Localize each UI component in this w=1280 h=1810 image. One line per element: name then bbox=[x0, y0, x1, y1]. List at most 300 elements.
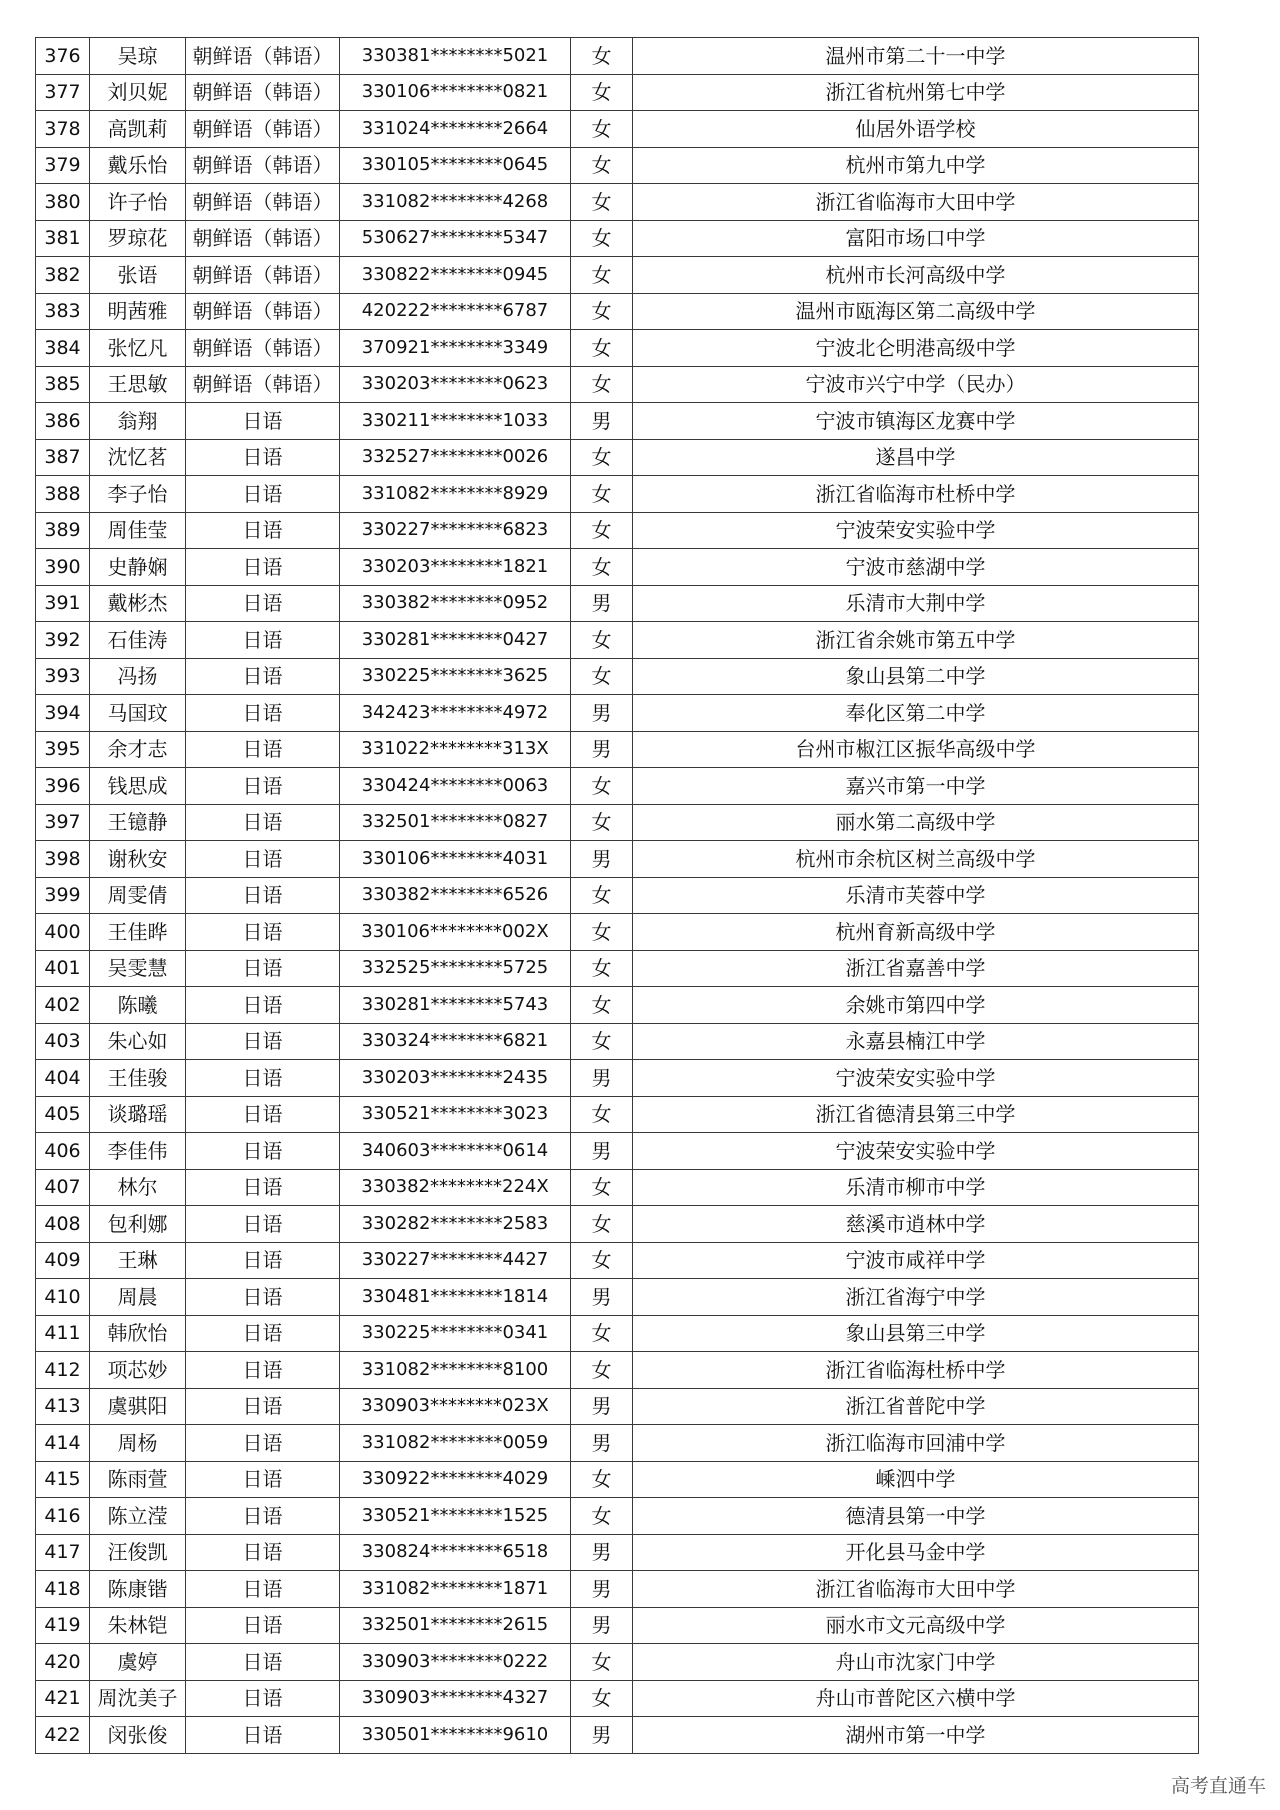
row-number-cell: 406 bbox=[36, 1133, 90, 1170]
row-number-cell: 386 bbox=[36, 403, 90, 440]
language-cell: 日语 bbox=[186, 1644, 340, 1681]
language-cell: 日语 bbox=[186, 1461, 340, 1498]
gender-cell: 女 bbox=[571, 1315, 633, 1352]
id-number-cell: 330382********0952 bbox=[340, 585, 571, 622]
student-name-cell: 周佳莹 bbox=[90, 512, 186, 549]
school-cell: 浙江省海宁中学 bbox=[633, 1279, 1199, 1316]
school-cell: 嘉兴市第一中学 bbox=[633, 768, 1199, 805]
school-cell: 德清县第一中学 bbox=[633, 1498, 1199, 1535]
school-cell: 象山县第二中学 bbox=[633, 658, 1199, 695]
table-row bbox=[36, 1133, 1199, 1170]
student-name-cell: 王镱静 bbox=[90, 804, 186, 841]
language-cell: 日语 bbox=[186, 841, 340, 878]
row-number-cell: 416 bbox=[36, 1498, 90, 1535]
row-number-cell: 412 bbox=[36, 1352, 90, 1389]
gender-cell: 女 bbox=[571, 1498, 633, 1535]
school-cell: 舟山市沈家门中学 bbox=[633, 1644, 1199, 1681]
school-cell: 温州市瓯海区第二高级中学 bbox=[633, 293, 1199, 330]
language-cell: 日语 bbox=[186, 1388, 340, 1425]
gender-cell: 男 bbox=[571, 1534, 633, 1571]
row-number-cell: 380 bbox=[36, 184, 90, 221]
row-number-cell: 413 bbox=[36, 1388, 90, 1425]
gender-cell: 女 bbox=[571, 220, 633, 257]
table-row bbox=[36, 512, 1199, 549]
student-roster-table bbox=[35, 37, 1199, 1754]
language-cell: 日语 bbox=[186, 1717, 340, 1754]
table-row bbox=[36, 585, 1199, 622]
row-number-cell: 400 bbox=[36, 914, 90, 951]
school-cell: 浙江省嘉善中学 bbox=[633, 950, 1199, 987]
table-row bbox=[36, 1279, 1199, 1316]
student-name-cell: 李佳伟 bbox=[90, 1133, 186, 1170]
row-number-cell: 392 bbox=[36, 622, 90, 659]
table-row bbox=[36, 804, 1199, 841]
student-name-cell: 王思敏 bbox=[90, 366, 186, 403]
language-cell: 日语 bbox=[186, 1206, 340, 1243]
gender-cell: 女 bbox=[571, 74, 633, 111]
language-cell: 日语 bbox=[186, 1607, 340, 1644]
school-cell: 乐清市芙蓉中学 bbox=[633, 877, 1199, 914]
student-name-cell: 马国玟 bbox=[90, 695, 186, 732]
gender-cell: 男 bbox=[571, 1133, 633, 1170]
student-name-cell: 周沈美子 bbox=[90, 1680, 186, 1717]
student-name-cell: 谢秋安 bbox=[90, 841, 186, 878]
language-cell: 日语 bbox=[186, 768, 340, 805]
student-name-cell: 明茜雅 bbox=[90, 293, 186, 330]
school-cell: 浙江省临海杜桥中学 bbox=[633, 1352, 1199, 1389]
table-row bbox=[36, 476, 1199, 513]
id-number-cell: 330105********0645 bbox=[340, 147, 571, 184]
school-cell: 富阳市场口中学 bbox=[633, 220, 1199, 257]
row-number-cell: 391 bbox=[36, 585, 90, 622]
table-row bbox=[36, 330, 1199, 367]
language-cell: 日语 bbox=[186, 1060, 340, 1097]
school-cell: 宁波市镇海区龙赛中学 bbox=[633, 403, 1199, 440]
school-cell: 宁波荣安实验中学 bbox=[633, 1060, 1199, 1097]
school-cell: 宁波市兴宁中学（民办） bbox=[633, 366, 1199, 403]
gender-cell: 女 bbox=[571, 366, 633, 403]
table-row bbox=[36, 147, 1199, 184]
table-row bbox=[36, 950, 1199, 987]
language-cell: 日语 bbox=[186, 403, 340, 440]
gender-cell: 女 bbox=[571, 257, 633, 294]
row-number-cell: 401 bbox=[36, 950, 90, 987]
student-name-cell: 陈康锴 bbox=[90, 1571, 186, 1608]
student-name-cell: 张语 bbox=[90, 257, 186, 294]
student-name-cell: 钱思成 bbox=[90, 768, 186, 805]
school-cell: 丽水市文元高级中学 bbox=[633, 1607, 1199, 1644]
table-row bbox=[36, 914, 1199, 951]
table-row bbox=[36, 1169, 1199, 1206]
gender-cell: 女 bbox=[571, 987, 633, 1024]
row-number-cell: 418 bbox=[36, 1571, 90, 1608]
row-number-cell: 388 bbox=[36, 476, 90, 513]
table-row bbox=[36, 1607, 1199, 1644]
student-name-cell: 王佳晔 bbox=[90, 914, 186, 951]
id-number-cell: 331082********8100 bbox=[340, 1352, 571, 1389]
student-name-cell: 陈立滢 bbox=[90, 1498, 186, 1535]
id-number-cell: 330203********1821 bbox=[340, 549, 571, 586]
id-number-cell: 331082********1871 bbox=[340, 1571, 571, 1608]
student-name-cell: 高凯莉 bbox=[90, 111, 186, 148]
table-row bbox=[36, 1680, 1199, 1717]
id-number-cell: 330501********9610 bbox=[340, 1717, 571, 1754]
school-cell: 杭州市第九中学 bbox=[633, 147, 1199, 184]
id-number-cell: 330106********0821 bbox=[340, 74, 571, 111]
id-number-cell: 330381********5021 bbox=[340, 38, 571, 75]
school-cell: 浙江省临海市大田中学 bbox=[633, 1571, 1199, 1608]
id-number-cell: 340603********0614 bbox=[340, 1133, 571, 1170]
gender-cell: 男 bbox=[571, 731, 633, 768]
id-number-cell: 420222********6787 bbox=[340, 293, 571, 330]
row-number-cell: 417 bbox=[36, 1534, 90, 1571]
student-name-cell: 罗琼花 bbox=[90, 220, 186, 257]
language-cell: 日语 bbox=[186, 439, 340, 476]
language-cell: 日语 bbox=[186, 476, 340, 513]
language-cell: 日语 bbox=[186, 1169, 340, 1206]
gender-cell: 女 bbox=[571, 622, 633, 659]
student-name-cell: 周杨 bbox=[90, 1425, 186, 1462]
table-row bbox=[36, 366, 1199, 403]
id-number-cell: 530627********5347 bbox=[340, 220, 571, 257]
language-cell: 日语 bbox=[186, 585, 340, 622]
id-number-cell: 330481********1814 bbox=[340, 1279, 571, 1316]
id-number-cell: 330106********4031 bbox=[340, 841, 571, 878]
language-cell: 日语 bbox=[186, 622, 340, 659]
id-number-cell: 330382********224X bbox=[340, 1169, 571, 1206]
student-name-cell: 戴乐怡 bbox=[90, 147, 186, 184]
row-number-cell: 378 bbox=[36, 111, 90, 148]
id-number-cell: 330903********023X bbox=[340, 1388, 571, 1425]
language-cell: 日语 bbox=[186, 1242, 340, 1279]
row-number-cell: 398 bbox=[36, 841, 90, 878]
row-number-cell: 405 bbox=[36, 1096, 90, 1133]
school-cell: 宁波荣安实验中学 bbox=[633, 512, 1199, 549]
row-number-cell: 387 bbox=[36, 439, 90, 476]
table-row bbox=[36, 841, 1199, 878]
row-number-cell: 411 bbox=[36, 1315, 90, 1352]
language-cell: 朝鲜语（韩语） bbox=[186, 330, 340, 367]
gender-cell: 女 bbox=[571, 768, 633, 805]
table-row bbox=[36, 439, 1199, 476]
language-cell: 朝鲜语（韩语） bbox=[186, 257, 340, 294]
school-cell: 慈溪市逍林中学 bbox=[633, 1206, 1199, 1243]
school-cell: 浙江省临海市大田中学 bbox=[633, 184, 1199, 221]
school-cell: 浙江省普陀中学 bbox=[633, 1388, 1199, 1425]
language-cell: 日语 bbox=[186, 549, 340, 586]
gender-cell: 男 bbox=[571, 403, 633, 440]
school-cell: 乐清市柳市中学 bbox=[633, 1169, 1199, 1206]
table-row bbox=[36, 403, 1199, 440]
student-name-cell: 石佳涛 bbox=[90, 622, 186, 659]
gender-cell: 女 bbox=[571, 184, 633, 221]
school-cell: 永嘉县楠江中学 bbox=[633, 1023, 1199, 1060]
gender-cell: 男 bbox=[571, 1425, 633, 1462]
table-row bbox=[36, 1242, 1199, 1279]
school-cell: 余姚市第四中学 bbox=[633, 987, 1199, 1024]
language-cell: 日语 bbox=[186, 1279, 340, 1316]
id-number-cell: 330922********4029 bbox=[340, 1461, 571, 1498]
student-name-cell: 王琳 bbox=[90, 1242, 186, 1279]
table-row bbox=[36, 1060, 1199, 1097]
school-cell: 仙居外语学校 bbox=[633, 111, 1199, 148]
gender-cell: 女 bbox=[571, 111, 633, 148]
school-cell: 宁波北仑明港高级中学 bbox=[633, 330, 1199, 367]
student-name-cell: 冯扬 bbox=[90, 658, 186, 695]
table-row bbox=[36, 1388, 1199, 1425]
language-cell: 日语 bbox=[186, 1571, 340, 1608]
student-name-cell: 王佳骏 bbox=[90, 1060, 186, 1097]
student-name-cell: 史静娴 bbox=[90, 549, 186, 586]
row-number-cell: 407 bbox=[36, 1169, 90, 1206]
row-number-cell: 409 bbox=[36, 1242, 90, 1279]
language-cell: 日语 bbox=[186, 1352, 340, 1389]
student-name-cell: 虞骐阳 bbox=[90, 1388, 186, 1425]
language-cell: 日语 bbox=[186, 987, 340, 1024]
id-number-cell: 332501********0827 bbox=[340, 804, 571, 841]
student-name-cell: 林尔 bbox=[90, 1169, 186, 1206]
student-name-cell: 包利娜 bbox=[90, 1206, 186, 1243]
table-row bbox=[36, 622, 1199, 659]
student-name-cell: 周晨 bbox=[90, 1279, 186, 1316]
language-cell: 朝鲜语（韩语） bbox=[186, 38, 340, 75]
gender-cell: 男 bbox=[571, 1388, 633, 1425]
id-number-cell: 330424********0063 bbox=[340, 768, 571, 805]
gender-cell: 男 bbox=[571, 1279, 633, 1316]
language-cell: 朝鲜语（韩语） bbox=[186, 111, 340, 148]
language-cell: 日语 bbox=[186, 1534, 340, 1571]
id-number-cell: 330227********6823 bbox=[340, 512, 571, 549]
id-number-cell: 330824********6518 bbox=[340, 1534, 571, 1571]
student-name-cell: 韩欣怡 bbox=[90, 1315, 186, 1352]
language-cell: 朝鲜语（韩语） bbox=[186, 366, 340, 403]
language-cell: 朝鲜语（韩语） bbox=[186, 147, 340, 184]
row-number-cell: 389 bbox=[36, 512, 90, 549]
gender-cell: 女 bbox=[571, 1023, 633, 1060]
student-name-cell: 戴彬杰 bbox=[90, 585, 186, 622]
table-row bbox=[36, 220, 1199, 257]
school-cell: 杭州市长河高级中学 bbox=[633, 257, 1199, 294]
student-name-cell: 谈璐瑶 bbox=[90, 1096, 186, 1133]
table-row bbox=[36, 1206, 1199, 1243]
gender-cell: 女 bbox=[571, 1680, 633, 1717]
school-cell: 宁波荣安实验中学 bbox=[633, 1133, 1199, 1170]
row-number-cell: 394 bbox=[36, 695, 90, 732]
row-number-cell: 410 bbox=[36, 1279, 90, 1316]
school-cell: 宁波市慈湖中学 bbox=[633, 549, 1199, 586]
gender-cell: 女 bbox=[571, 512, 633, 549]
row-number-cell: 421 bbox=[36, 1680, 90, 1717]
student-name-cell: 张忆凡 bbox=[90, 330, 186, 367]
id-number-cell: 370921********3349 bbox=[340, 330, 571, 367]
school-cell: 舟山市普陀区六横中学 bbox=[633, 1680, 1199, 1717]
student-name-cell: 周雯倩 bbox=[90, 877, 186, 914]
gender-cell: 女 bbox=[571, 1352, 633, 1389]
table-row bbox=[36, 1534, 1199, 1571]
school-cell: 象山县第三中学 bbox=[633, 1315, 1199, 1352]
student-name-cell: 汪俊凯 bbox=[90, 1534, 186, 1571]
row-number-cell: 395 bbox=[36, 731, 90, 768]
school-cell: 湖州市第一中学 bbox=[633, 1717, 1199, 1754]
id-number-cell: 330324********6821 bbox=[340, 1023, 571, 1060]
row-number-cell: 390 bbox=[36, 549, 90, 586]
row-number-cell: 414 bbox=[36, 1425, 90, 1462]
gender-cell: 男 bbox=[571, 1607, 633, 1644]
student-name-cell: 许子怡 bbox=[90, 184, 186, 221]
school-cell: 宁波市咸祥中学 bbox=[633, 1242, 1199, 1279]
table-row bbox=[36, 658, 1199, 695]
watermark-text: 高考直通车 bbox=[1170, 1775, 1266, 1797]
id-number-cell: 331082********4268 bbox=[340, 184, 571, 221]
id-number-cell: 330225********0341 bbox=[340, 1315, 571, 1352]
id-number-cell: 330282********2583 bbox=[340, 1206, 571, 1243]
gender-cell: 女 bbox=[571, 439, 633, 476]
school-cell: 开化县马金中学 bbox=[633, 1534, 1199, 1571]
school-cell: 杭州育新高级中学 bbox=[633, 914, 1199, 951]
row-number-cell: 376 bbox=[36, 38, 90, 75]
language-cell: 日语 bbox=[186, 1498, 340, 1535]
language-cell: 日语 bbox=[186, 914, 340, 951]
language-cell: 朝鲜语（韩语） bbox=[186, 293, 340, 330]
table-row bbox=[36, 695, 1199, 732]
language-cell: 日语 bbox=[186, 1096, 340, 1133]
gender-cell: 女 bbox=[571, 658, 633, 695]
row-number-cell: 408 bbox=[36, 1206, 90, 1243]
school-cell: 浙江省杭州第七中学 bbox=[633, 74, 1199, 111]
id-number-cell: 331022********313X bbox=[340, 731, 571, 768]
table-row bbox=[36, 1023, 1199, 1060]
table-row bbox=[36, 731, 1199, 768]
gender-cell: 女 bbox=[571, 293, 633, 330]
language-cell: 日语 bbox=[186, 804, 340, 841]
gender-cell: 女 bbox=[571, 877, 633, 914]
language-cell: 日语 bbox=[186, 512, 340, 549]
gender-cell: 女 bbox=[571, 914, 633, 951]
student-name-cell: 闵张俊 bbox=[90, 1717, 186, 1754]
id-number-cell: 331082********0059 bbox=[340, 1425, 571, 1462]
id-number-cell: 342423********4972 bbox=[340, 695, 571, 732]
row-number-cell: 393 bbox=[36, 658, 90, 695]
id-number-cell: 331082********8929 bbox=[340, 476, 571, 513]
language-cell: 朝鲜语（韩语） bbox=[186, 220, 340, 257]
gender-cell: 女 bbox=[571, 38, 633, 75]
student-name-cell: 沈忆茗 bbox=[90, 439, 186, 476]
row-number-cell: 385 bbox=[36, 366, 90, 403]
gender-cell: 女 bbox=[571, 549, 633, 586]
student-name-cell: 吴雯慧 bbox=[90, 950, 186, 987]
gender-cell: 女 bbox=[571, 1461, 633, 1498]
row-number-cell: 399 bbox=[36, 877, 90, 914]
table-row bbox=[36, 987, 1199, 1024]
student-name-cell: 陈曦 bbox=[90, 987, 186, 1024]
id-number-cell: 330903********4327 bbox=[340, 1680, 571, 1717]
table-row bbox=[36, 768, 1199, 805]
student-name-cell: 吴琼 bbox=[90, 38, 186, 75]
table-row bbox=[36, 1315, 1199, 1352]
table-row bbox=[36, 1352, 1199, 1389]
school-cell: 奉化区第二中学 bbox=[633, 695, 1199, 732]
id-number-cell: 330106********002X bbox=[340, 914, 571, 951]
gender-cell: 女 bbox=[571, 1169, 633, 1206]
id-number-cell: 330281********0427 bbox=[340, 622, 571, 659]
id-number-cell: 330211********1033 bbox=[340, 403, 571, 440]
language-cell: 日语 bbox=[186, 1425, 340, 1462]
school-cell: 乐清市大荆中学 bbox=[633, 585, 1199, 622]
id-number-cell: 330203********0623 bbox=[340, 366, 571, 403]
gender-cell: 男 bbox=[571, 1717, 633, 1754]
school-cell: 杭州市余杭区树兰高级中学 bbox=[633, 841, 1199, 878]
row-number-cell: 422 bbox=[36, 1717, 90, 1754]
row-number-cell: 402 bbox=[36, 987, 90, 1024]
id-number-cell: 332525********5725 bbox=[340, 950, 571, 987]
school-cell: 嵊泗中学 bbox=[633, 1461, 1199, 1498]
row-number-cell: 384 bbox=[36, 330, 90, 367]
table-row bbox=[36, 257, 1199, 294]
table-row bbox=[36, 74, 1199, 111]
gender-cell: 女 bbox=[571, 476, 633, 513]
row-number-cell: 377 bbox=[36, 74, 90, 111]
school-cell: 丽水第二高级中学 bbox=[633, 804, 1199, 841]
id-number-cell: 332527********0026 bbox=[340, 439, 571, 476]
table-row bbox=[36, 293, 1199, 330]
gender-cell: 女 bbox=[571, 1242, 633, 1279]
table-row bbox=[36, 1571, 1199, 1608]
school-cell: 浙江省余姚市第五中学 bbox=[633, 622, 1199, 659]
language-cell: 日语 bbox=[186, 1315, 340, 1352]
student-name-cell: 李子怡 bbox=[90, 476, 186, 513]
school-cell: 温州市第二十一中学 bbox=[633, 38, 1199, 75]
id-number-cell: 330225********3625 bbox=[340, 658, 571, 695]
row-number-cell: 397 bbox=[36, 804, 90, 841]
row-number-cell: 415 bbox=[36, 1461, 90, 1498]
row-number-cell: 379 bbox=[36, 147, 90, 184]
table-row bbox=[36, 549, 1199, 586]
table-row bbox=[36, 1461, 1199, 1498]
student-name-cell: 朱林铠 bbox=[90, 1607, 186, 1644]
language-cell: 日语 bbox=[186, 1680, 340, 1717]
language-cell: 日语 bbox=[186, 731, 340, 768]
school-cell: 遂昌中学 bbox=[633, 439, 1199, 476]
gender-cell: 男 bbox=[571, 1060, 633, 1097]
language-cell: 朝鲜语（韩语） bbox=[186, 184, 340, 221]
id-number-cell: 330203********2435 bbox=[340, 1060, 571, 1097]
school-cell: 浙江省临海市杜桥中学 bbox=[633, 476, 1199, 513]
student-name-cell: 项芯妙 bbox=[90, 1352, 186, 1389]
student-name-cell: 翁翔 bbox=[90, 403, 186, 440]
table-row bbox=[36, 1425, 1199, 1462]
table-row bbox=[36, 1644, 1199, 1681]
id-number-cell: 330521********1525 bbox=[340, 1498, 571, 1535]
table-row bbox=[36, 111, 1199, 148]
row-number-cell: 382 bbox=[36, 257, 90, 294]
language-cell: 朝鲜语（韩语） bbox=[186, 74, 340, 111]
school-cell: 台州市椒江区振华高级中学 bbox=[633, 731, 1199, 768]
gender-cell: 男 bbox=[571, 585, 633, 622]
gender-cell: 女 bbox=[571, 1644, 633, 1681]
row-number-cell: 396 bbox=[36, 768, 90, 805]
roster-body bbox=[36, 38, 1199, 1754]
gender-cell: 女 bbox=[571, 804, 633, 841]
row-number-cell: 420 bbox=[36, 1644, 90, 1681]
language-cell: 日语 bbox=[186, 950, 340, 987]
row-number-cell: 404 bbox=[36, 1060, 90, 1097]
language-cell: 日语 bbox=[186, 695, 340, 732]
gender-cell: 女 bbox=[571, 147, 633, 184]
student-name-cell: 朱心如 bbox=[90, 1023, 186, 1060]
gender-cell: 女 bbox=[571, 950, 633, 987]
language-cell: 日语 bbox=[186, 658, 340, 695]
gender-cell: 男 bbox=[571, 1571, 633, 1608]
